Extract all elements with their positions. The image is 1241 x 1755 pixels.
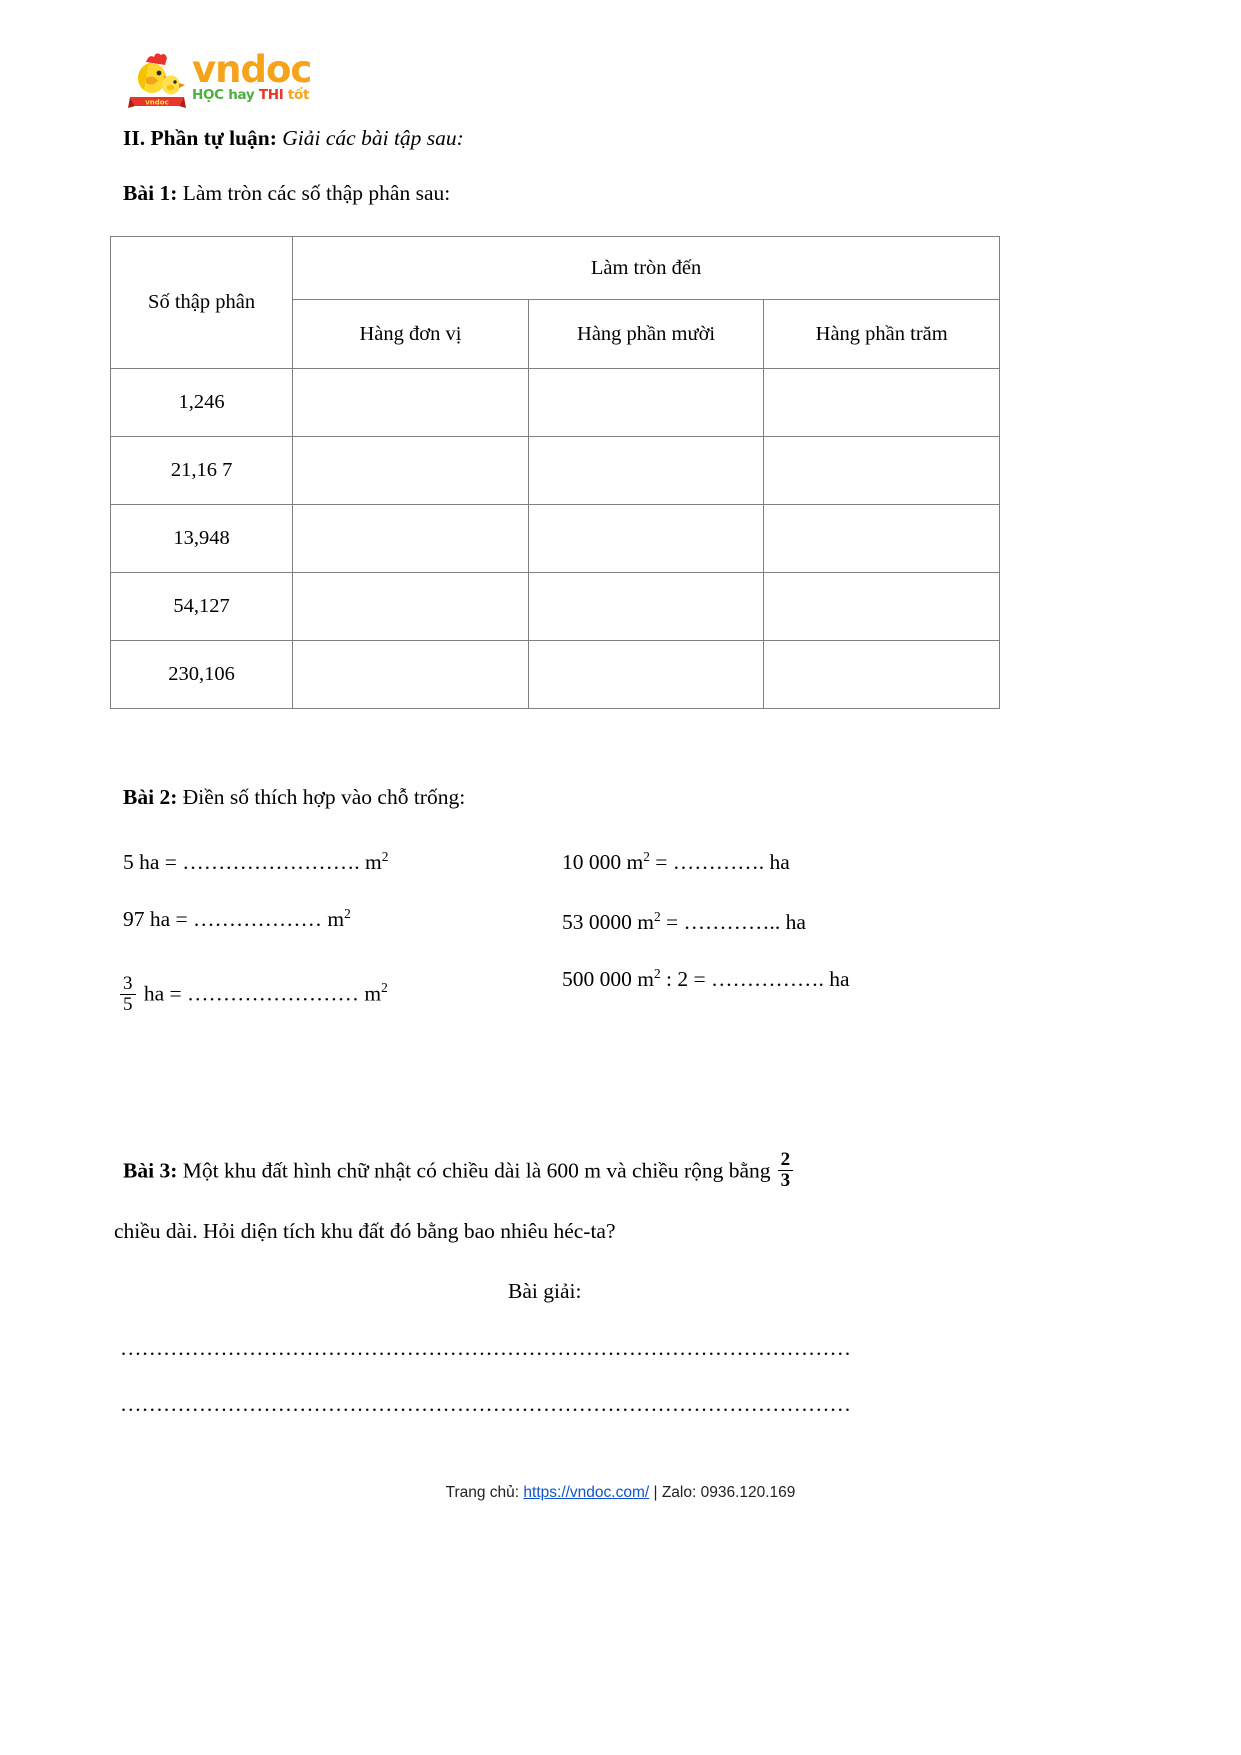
table-row bbox=[111, 573, 1000, 641]
answer-line-1[interactable]: ………………………………………………………………………………………… bbox=[120, 1336, 851, 1360]
answer-cell-phan-tram[interactable] bbox=[764, 641, 1000, 709]
bai2-l1-unit: m bbox=[365, 850, 382, 875]
footer-prefix: Trang chủ: bbox=[445, 1484, 524, 1501]
answer-cell-don-vi[interactable] bbox=[293, 369, 529, 437]
footer-suffix: | Zalo: 0936.120.169 bbox=[649, 1484, 796, 1501]
logo-wordmark: vndoc bbox=[192, 48, 312, 91]
bai2-label: Bài 2: bbox=[123, 785, 178, 809]
table-row bbox=[111, 437, 1000, 505]
bai2-right-line-3 bbox=[562, 965, 850, 994]
bai2-l3-prefix: ha = bbox=[138, 981, 188, 1006]
bai1-heading bbox=[123, 180, 450, 208]
answer-line-2[interactable]: ………………………………………………………………………………………… bbox=[120, 1392, 851, 1416]
bai2-r3-unit: ha bbox=[823, 967, 850, 992]
bai-giai-label: Bài giải: bbox=[508, 1279, 582, 1303]
logo-tag-tot: tốt bbox=[287, 87, 310, 104]
bai3-text-part2: chiều dài. Hỏi diện tích khu đất đó bằng bao nhiêu héc-ta? bbox=[114, 1219, 616, 1243]
bai2-r2-equals: = bbox=[660, 910, 684, 935]
logo-tagline bbox=[192, 89, 311, 103]
bai2-r2-unit: ha bbox=[780, 910, 806, 935]
bai2-l1-blank[interactable]: ……………………. bbox=[182, 850, 360, 875]
bai3-label: Bài 3: bbox=[123, 1158, 178, 1183]
bai2-left-line-1 bbox=[123, 848, 388, 877]
rounding-table bbox=[110, 236, 1000, 709]
answer-cell-don-vi[interactable] bbox=[293, 641, 529, 709]
bai2-r2-exponent: 2 bbox=[653, 909, 661, 924]
logo-tag-hoc: HỌC bbox=[192, 87, 224, 104]
answer-cell-phan-muoi[interactable] bbox=[528, 641, 764, 709]
header-hang-phan-muoi: Hàng phần mười bbox=[528, 300, 764, 369]
bai2-l2-prefix: 97 ha = bbox=[123, 907, 194, 932]
fraction-denominator: 5 bbox=[120, 994, 136, 1015]
bai3-text-part1: Một khu đất hình chữ nhật có chiều dài là 600 m và chiều rộng bằng bbox=[182, 1158, 771, 1183]
bai2-l3-unit: m bbox=[364, 981, 382, 1006]
bai2-right-line-2 bbox=[562, 908, 806, 937]
answer-cell-phan-tram[interactable] bbox=[764, 573, 1000, 641]
bai2-r1-exponent: 2 bbox=[643, 849, 650, 864]
bai2-l1-unit-exponent: 2 bbox=[381, 849, 389, 864]
footer-homepage-link[interactable]: https://vndoc.com/ bbox=[523, 1484, 650, 1501]
bai2-l2-unit-exponent: 2 bbox=[344, 906, 351, 921]
answer-cell-phan-muoi[interactable] bbox=[528, 573, 764, 641]
decimal-value: 1,246 bbox=[111, 369, 293, 437]
bai2-l1-prefix: 5 ha = bbox=[123, 850, 183, 875]
table-row bbox=[111, 641, 1000, 709]
vndoc-logo bbox=[126, 48, 312, 114]
header-lam-tron-den: Làm tròn đến bbox=[293, 237, 1000, 300]
bai2-r3-equals: : 2 = bbox=[660, 967, 712, 992]
fraction-numerator: 2 bbox=[780, 1149, 791, 1170]
logo-text-block bbox=[192, 48, 312, 104]
answer-cell-don-vi[interactable] bbox=[293, 437, 529, 505]
bai2-right-line-1 bbox=[562, 848, 790, 877]
bai2-r1-prefix: 10 000 m bbox=[562, 850, 644, 875]
bai1-label: Bài 1: bbox=[123, 181, 178, 205]
table-row bbox=[111, 369, 1000, 437]
decimal-value: 230,106 bbox=[111, 641, 293, 709]
bai2-r1-unit: ha bbox=[764, 850, 790, 875]
bai2-r1-blank[interactable]: …………. bbox=[672, 850, 765, 875]
fraction-two-thirds bbox=[778, 1150, 794, 1191]
table-row bbox=[111, 505, 1000, 573]
page-footer bbox=[0, 1484, 1241, 1502]
logo-tag-hay: hay bbox=[228, 87, 255, 104]
answer-cell-phan-muoi[interactable] bbox=[528, 437, 764, 505]
answer-cell-phan-muoi[interactable] bbox=[528, 369, 764, 437]
answer-cell-phan-tram[interactable] bbox=[764, 437, 1000, 505]
decimal-value: 13,948 bbox=[111, 505, 293, 573]
bai2-l2-blank[interactable]: ……………… bbox=[193, 907, 323, 932]
bai2-r2-prefix: 53 0000 m bbox=[562, 910, 654, 935]
answer-cell-don-vi[interactable] bbox=[293, 573, 529, 641]
bai2-left-line-2 bbox=[123, 905, 351, 934]
header-hang-don-vi: Hàng đơn vị bbox=[293, 300, 529, 369]
bai2-left-line-3 bbox=[120, 975, 388, 1016]
header-hang-phan-tram: Hàng phần trăm bbox=[764, 300, 1000, 369]
svg-text:vndoc: vndoc bbox=[145, 98, 169, 107]
fraction-numerator: 3 bbox=[123, 973, 133, 994]
decimal-value: 54,127 bbox=[111, 573, 293, 641]
section-heading-italic: Giải các bài tập sau: bbox=[282, 126, 464, 150]
header-so-thap-phan: Số thập phân bbox=[111, 237, 293, 369]
bai2-r3-prefix: 500 000 m bbox=[562, 967, 654, 992]
bai2-r2-blank[interactable]: ………….. bbox=[683, 910, 781, 935]
logo-tag-thi: THI bbox=[258, 87, 284, 104]
table-header-row-1 bbox=[111, 237, 1000, 300]
answer-cell-phan-tram[interactable] bbox=[764, 505, 1000, 573]
bai2-heading bbox=[123, 784, 465, 812]
bai2-r1-equals: = bbox=[649, 850, 673, 875]
answer-cell-phan-tram[interactable] bbox=[764, 369, 1000, 437]
answer-cell-don-vi[interactable] bbox=[293, 505, 529, 573]
bai2-prompt: Điền số thích hợp vào chỗ trống: bbox=[182, 785, 466, 809]
bai2-l2-unit: m bbox=[327, 907, 345, 932]
fraction-three-fifths bbox=[120, 974, 136, 1015]
bai1-prompt: Làm tròn các số thập phân sau: bbox=[182, 181, 451, 205]
bai3-heading-line-1 bbox=[123, 1149, 796, 1193]
bai2-l3-blank[interactable]: …………………… bbox=[187, 981, 360, 1006]
chick-mascot-icon bbox=[126, 52, 188, 110]
decimal-value: 21,16 7 bbox=[111, 437, 293, 505]
answer-cell-phan-muoi[interactable] bbox=[528, 505, 764, 573]
bai2-r3-exponent: 2 bbox=[653, 966, 661, 981]
fraction-denominator: 3 bbox=[778, 1170, 794, 1191]
bai2-l3-unit-exponent: 2 bbox=[381, 980, 388, 996]
bai2-r3-blank[interactable]: ……………. bbox=[711, 967, 824, 992]
section-heading-bold: II. Phần tự luận: bbox=[123, 126, 277, 150]
section-heading bbox=[123, 125, 464, 153]
